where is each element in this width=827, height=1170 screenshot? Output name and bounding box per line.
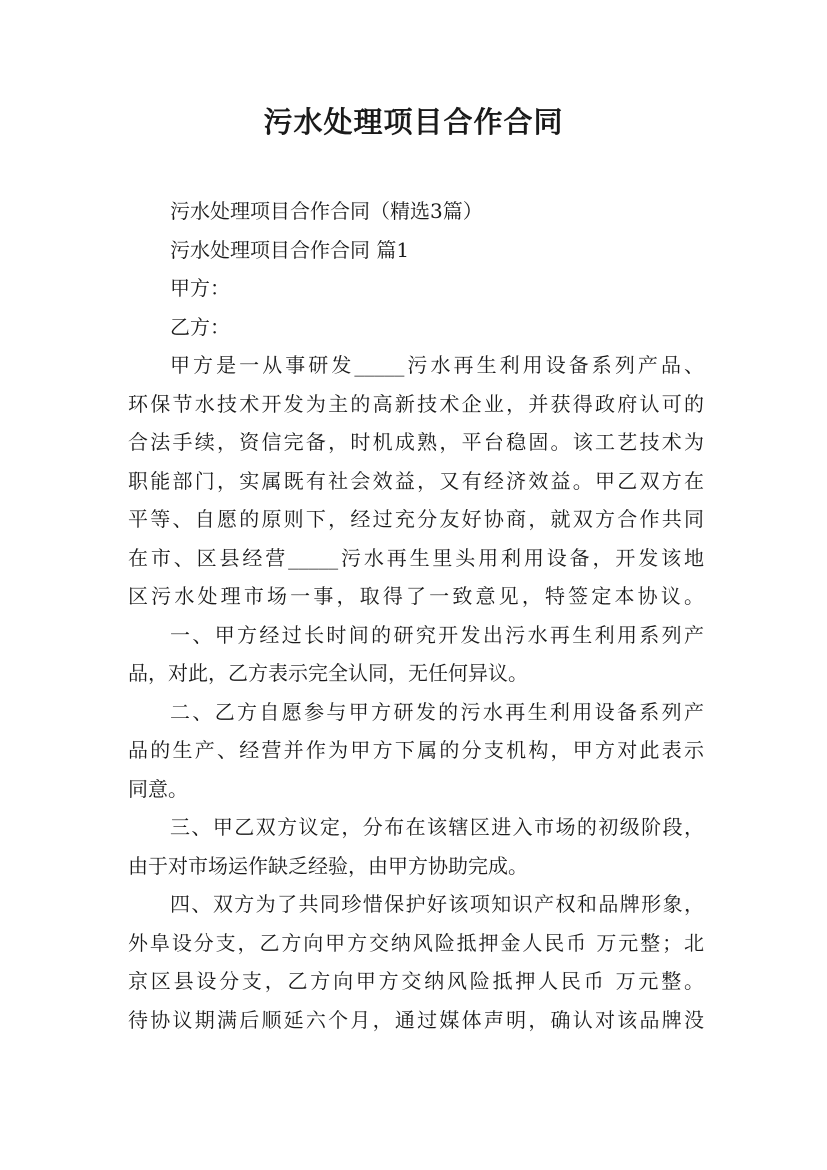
text-line: 京区县设分支，乙方向甲方交纳风险抵押人民币 万元整。: [128, 969, 704, 993]
text-line: 甲方是一从事研发_____污水再生利用设备系列产品、: [170, 353, 704, 377]
text-line: 一、甲方经过长时间的研究开发出污水再生利用系列产: [170, 622, 704, 647]
text-line: 合法手续，资信完备，时机成熟，平台稳固。该工艺技术为: [128, 430, 704, 454]
text-line: 由于对市场运作缺乏经验，由甲方协助完成。: [128, 853, 528, 878]
text-line: 同意。: [128, 776, 188, 801]
text-line: 乙方：: [170, 314, 230, 339]
text-line: 污水处理项目合作合同 篇1: [170, 237, 410, 262]
text-line: 品，对此，乙方表示完全认同，无任何异议。: [128, 661, 528, 685]
text-line: 品的生产、经营并作为甲方下属的分支机构，甲方对此表示: [128, 738, 704, 762]
text-line: 四、双方为了共同珍惜保护好该项知识产权和品牌形象，: [170, 892, 704, 916]
text-line: 环保节水技术开发为主的高新技术企业，并获得政府认可的: [128, 391, 704, 416]
text-line: 区污水处理市场一事，取得了一致意见，特签定本协议。: [128, 584, 704, 608]
text-line: 待协议期满后顺延六个月，通过媒体声明，确认对该品牌没: [128, 1007, 704, 1032]
document-title: 污水处理项目合作合同: [263, 105, 564, 139]
text-line: 在市、区县经营_____污水再生里头用利用设备，开发该地: [128, 545, 704, 570]
text-line: 污水处理项目合作合同（精选3篇）: [170, 199, 483, 223]
text-line: 三、甲乙双方议定，分布在该辖区进入市场的初级阶段，: [170, 815, 704, 839]
text-line: 外阜设分支，乙方向甲方交纳风险抵押金人民币 万元整；北: [128, 930, 704, 955]
text-line: 二、乙方自愿参与甲方研发的污水再生利用设备系列产: [170, 699, 704, 724]
text-line: 职能部门，实属既有社会效益，又有经济效益。甲乙双方在: [128, 468, 704, 493]
document-body: [128, 192, 704, 1039]
text-line: 平等、自愿的原则下，经过充分友好协商，就双方合作共同: [128, 507, 704, 531]
text-line: 甲方：: [170, 276, 230, 300]
